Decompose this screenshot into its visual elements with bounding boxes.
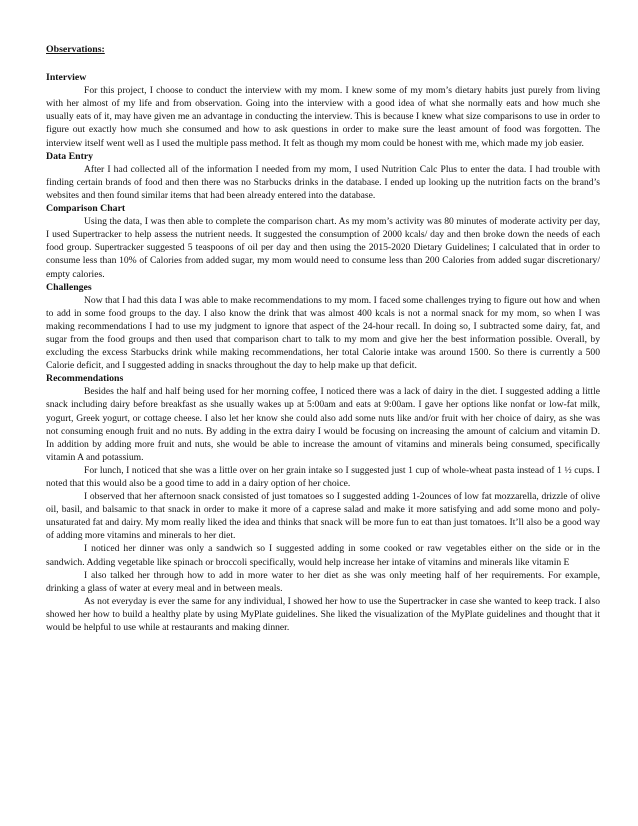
paragraph: Besides the half and half being used for her morning coffee, I noticed there was a lack of dairy in the diet. I suggested adding a little snack including dairy before breakfast as she usually wakes up at 5:00am and eats at 9:00am. I gave her options like nonfat or low-fat milk, yogurt, Greek yogurt, or cottage cheese. I also let her know she could also add some nuts like and/or fruit with her choice of dairy, as she was not consuming enough fruit and no nuts. By adding in the extra dairy I would be focusing on increasing the amount of calcium and vitamin D. In addition by adding more fruit and nuts, she would be able to increase the amount of vitamins and minerals being consumed, specifically vitamin A and potassium.	[46, 386, 600, 463]
section-data-entry	[46, 150, 600, 202]
paragraph: Using the data, I was then able to complete the comparison chart. As my mom’s activity was 80 minutes of moderate activity per day, I used Supertracker to help assess the nutrient needs. It suggested the consumption of 2000 kcals/ day and then broke down the needs of each food group. Supertracker suggested 5 teaspoons of oil per day and then using the 2015-2020 Dietary Guidelines; I calculated that in order to consume less than 10% of Calories from added sugar, my mom would need to consume less than 200 Calories from added sugar discretionary/ empty calories.	[46, 216, 600, 280]
paragraph: After I had collected all of the information I needed from my mom, I used Nutrition Calc Plus to enter the data. I had trouble with finding certain brands of food and then there was no Starbucks drinks in the database. I ended up looking up the nutrition facts on the brand’s websites and then found similar items that had been already entered into the database.	[46, 163, 600, 201]
paragraph: For this project, I choose to conduct the interview with my mom. I knew some of my mom’s dietary habits just purely from living with her almost of my life and from observation. Going into the interview with a good idea of what she normally eats and how much she usually eats of it, may have given me an advantage in conducting the interview. This is because I knew what size comparisons to use in order to figure out exactly how much she consumed and how to ask questions in order to make sure the least amount of food was forgotten. The interview itself went well as I used the multiple pass method. It felt as though my mom could be honest with me, which made my job easier.	[46, 85, 600, 149]
section-interview	[46, 71, 600, 150]
paragraph: For lunch, I noticed that she was a little over on her grain intake so I suggested just 1 cup of whole-wheat pasta instead of 1 ½ cups. I noted that this would also be a good time to add in a dairy option of her choice.	[46, 464, 600, 489]
section-heading-interview: Interview	[46, 72, 87, 84]
section-challenges	[46, 281, 600, 373]
paragraph: I noticed her dinner was only a sandwich so I suggested adding in some cooked or raw vegetables either on the side or in the sandwich. Adding vegetable like spinach or broccoli specifically, would help increase her intake of vitamins and minerals like vitamin E	[46, 543, 600, 568]
paragraph: I also talked her through how to add in more water to her diet as she was only meeting half of her requirements. For example, drinking a glass of water at every meal and in between meals.	[46, 569, 600, 594]
section-heading-comparison-chart: Comparison Chart	[46, 203, 126, 215]
section-heading-data-entry: Data Entry	[46, 150, 94, 162]
section-recommendations	[46, 372, 600, 634]
document-title: Observations:	[46, 44, 105, 55]
paragraph: As not everyday is ever the same for any individual, I showed her how to use the Supertracker in case she wanted to keep track. I also showed her how to build a healthy plate by using MyPlate guidelines. She liked the visualization of the MyPlate guidelines and thought that it would be helpful to use while at restaurants and making dinner.	[46, 595, 600, 634]
section-heading-challenges: Challenges	[46, 281, 92, 293]
section-heading-recommendations: Recommendations	[46, 373, 124, 385]
paragraph: Now that I had this data I was able to make recommendations to my mom. I faced some challenges trying to figure out how and when to add in some food groups to the day. I also know the drink that was almost 400 kcals is not a normal snack for my mom, so when I was making recommendations I had to use my judgment to ignore that aspect of the 24-hour recall. In doing so, I subtracted some dairy, fat, and sugar from the food groups and then used that comparison chart to talk to my mom and give her the best information possible. Overall, by excluding the excess Starbucks drink while making recommendations, her total Calorie intake was around 1500. So there is currently a 500 Calorie deficit, and I suggested adding in snacks throughout the day to help make up that deficit.	[46, 294, 600, 372]
section-comparison-chart	[46, 202, 600, 281]
paragraph: I observed that her afternoon snack consisted of just tomatoes so I suggested adding 1-2ounces of low fat mozzarella, drizzle of olive oil, basil, and balsamic to that snack in order to make it more of a caprese salad and make it more satisfying and add some mono and poly-unsaturated fat and dairy. My mom really liked the idea and thinks that snack will be more fun to eat than just tomatoes. It’ll also be a good way of adding more vitamins and minerals to her diet.	[46, 491, 600, 542]
